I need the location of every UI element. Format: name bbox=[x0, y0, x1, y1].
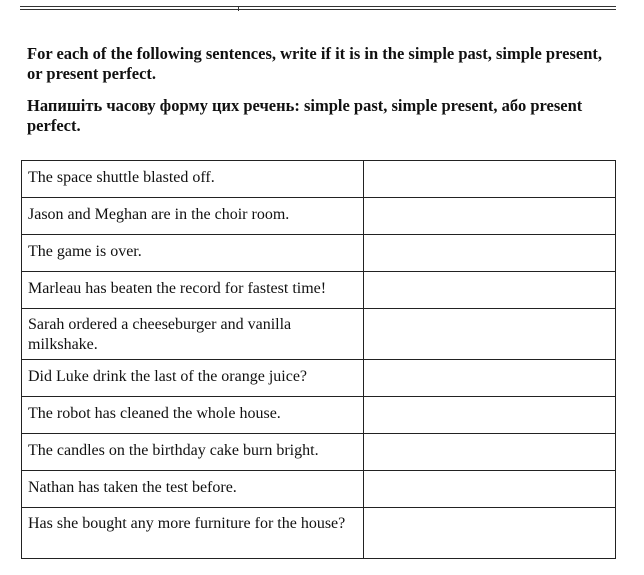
table-row bbox=[22, 397, 616, 434]
table-row bbox=[22, 309, 616, 360]
answer-cell[interactable] bbox=[364, 235, 616, 272]
instruction-ukrainian: Напишіть часову форму цих речень: simple past, simple present, або present perfect. bbox=[27, 96, 583, 135]
table-row bbox=[22, 272, 616, 309]
table-row bbox=[22, 508, 616, 559]
sentence-cell: Jason and Meghan are in the choir room. bbox=[22, 198, 364, 235]
answer-cell[interactable] bbox=[364, 508, 616, 559]
instructions bbox=[27, 44, 617, 136]
answer-cell[interactable] bbox=[364, 360, 616, 397]
exercise-table bbox=[21, 160, 616, 559]
answer-cell[interactable] bbox=[364, 198, 616, 235]
answer-cell[interactable] bbox=[364, 471, 616, 508]
sentence-cell: Did Luke drink the last of the orange juice? bbox=[22, 360, 364, 397]
table-row bbox=[22, 198, 616, 235]
top-rule bbox=[20, 6, 616, 10]
answer-cell[interactable] bbox=[364, 309, 616, 360]
answer-cell[interactable] bbox=[364, 397, 616, 434]
sentence-cell: The space shuttle blasted off. bbox=[22, 161, 364, 198]
table-row bbox=[22, 471, 616, 508]
table-row bbox=[22, 161, 616, 198]
sentence-cell: Has she bought any more furniture for the house? bbox=[22, 508, 364, 559]
sentence-cell: Sarah ordered a cheeseburger and vanilla milkshake. bbox=[22, 309, 364, 360]
table-row bbox=[22, 235, 616, 272]
table-row bbox=[22, 360, 616, 397]
answer-cell[interactable] bbox=[364, 161, 616, 198]
answer-cell[interactable] bbox=[364, 434, 616, 471]
instruction-english: For each of the following sentences, write if it is in the simple past, simple present, or present perfect. bbox=[27, 44, 603, 83]
table-row bbox=[22, 434, 616, 471]
top-rule-tick bbox=[238, 6, 239, 11]
sentence-cell: The robot has cleaned the whole house. bbox=[22, 397, 364, 434]
sentence-cell: The game is over. bbox=[22, 235, 364, 272]
sentence-cell: Nathan has taken the test before. bbox=[22, 471, 364, 508]
sentence-cell: The candles on the birthday cake burn bright. bbox=[22, 434, 364, 471]
sentence-cell: Marleau has beaten the record for fastest time! bbox=[22, 272, 364, 309]
answer-cell[interactable] bbox=[364, 272, 616, 309]
